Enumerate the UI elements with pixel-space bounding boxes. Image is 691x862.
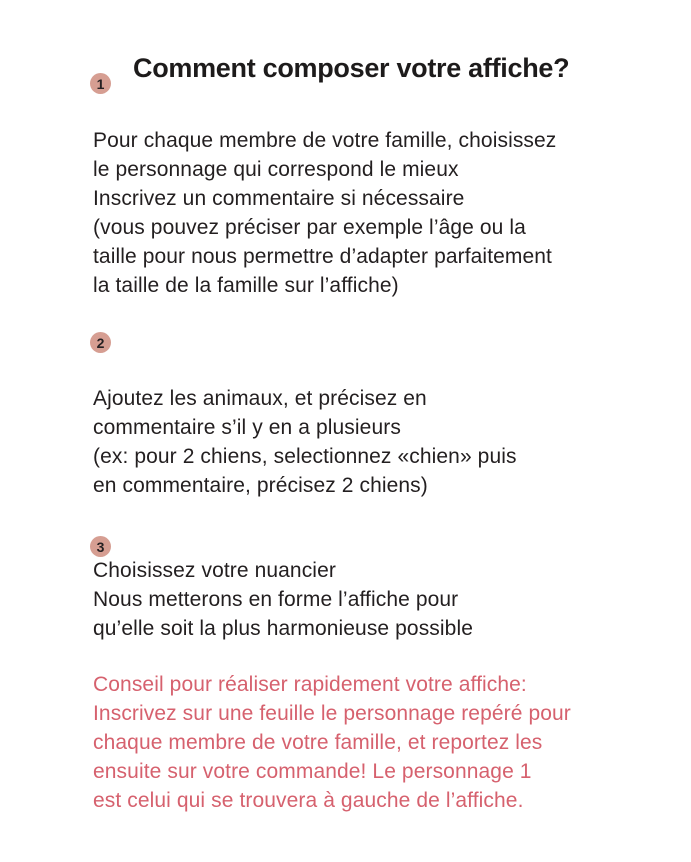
step-3-badge: 3: [90, 536, 111, 557]
step-1-line: (vous pouvez préciser par exemple l’âge ou la: [93, 216, 526, 239]
step-2-line: (ex: pour 2 chiens, selectionnez «chien» puis: [93, 445, 517, 468]
step-2-badge: 2: [90, 332, 111, 353]
step-1-line: le personnage qui correspond le mieux: [93, 158, 459, 181]
step-2-line: Ajoutez les animaux, et précisez en: [93, 387, 427, 410]
tip-line: ensuite sur votre commande! Le personnage 1: [93, 760, 532, 783]
tip-line: Conseil pour réaliser rapidement votre affiche:: [93, 673, 527, 696]
step-1-line: la taille de la famille sur l’affiche): [93, 274, 399, 297]
tip-line: chaque membre de votre famille, et reportez les: [93, 731, 543, 754]
tip-line: Inscrivez sur une feuille le personnage repéré pour: [93, 702, 571, 725]
step-2-paragraph: [93, 384, 517, 500]
page-title: Comment composer votre affiche?: [133, 53, 570, 84]
step-3-line: Nous metterons en forme l’affiche pour: [93, 588, 459, 611]
step-2-line: commentaire s’il y en a plusieurs: [93, 416, 401, 439]
tip-line: est celui qui se trouvera à gauche de l’affiche.: [93, 789, 524, 812]
step-1-paragraph: [93, 126, 556, 300]
step-1-line: taille pour nous permettre d’adapter parfaitement: [93, 245, 552, 268]
step-3-line: Choisissez votre nuancier: [93, 559, 336, 582]
tip-paragraph: [93, 670, 571, 815]
step-1-badge: 1: [90, 73, 111, 94]
step-1-line: Pour chaque membre de votre famille, choisissez: [93, 129, 557, 152]
step-3-line: qu’elle soit la plus harmonieuse possible: [93, 617, 473, 640]
step-3-paragraph: [93, 556, 473, 643]
step-1-line: Inscrivez un commentaire si nécessaire: [93, 187, 465, 210]
step-2-line: en commentaire, précisez 2 chiens): [93, 474, 428, 497]
